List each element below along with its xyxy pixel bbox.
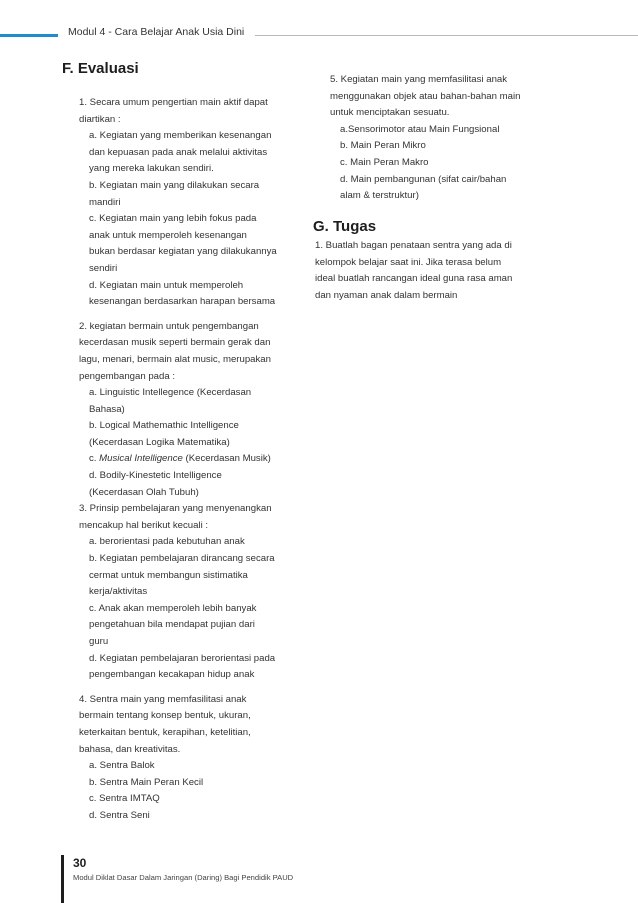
header-divider [255,35,638,36]
q1-option: bukan berdasar kegiatan yang dilakukannya [89,246,277,258]
header-accent-bar [0,34,58,37]
q2-text-line: kecerdasan musik seperti bermain gerak dan [79,337,271,349]
q1-text-line: 1. Secara umum pengertian main aktif dapat [79,97,268,108]
q3-option: d. Kegiatan pembelajaran berorientasi pada [89,652,276,664]
q1-option: c. Kegiatan main yang lebih fokus pada [89,213,257,225]
q3-text-line: mencakup hal berikut kecuali : [79,519,209,531]
q2-option: (Kecerdasan Olah Tubuh) [89,486,199,498]
q1-option: dan kepuasan pada anak melalui aktivitas [89,146,268,158]
q3-option: cermat untuk membangun sistimatika [89,569,248,581]
q1-option: sendiri [89,262,118,274]
q5-text-line: untuk menciptakan sesuatu. [330,107,450,119]
q3-option: pengembangan kecakapan hidup anak [89,669,255,681]
q3-text-line: 3. Prinsip pembelajaran yang menyenangkan [79,503,272,515]
task-1 [315,238,512,304]
task-text-line: 1. Buatlah bagan penataan sentra yang ada di [315,240,512,251]
q4-text-line: bermain tentang konsep bentuk, ukuran, [79,710,251,722]
q1-option: a. Kegiatan yang memberikan kesenangan [89,130,272,142]
q4-text-line: 4. Sentra main yang memfasilitasi anak [79,693,247,705]
q3-option: a. berorientasi pada kebutuhan anak [89,536,245,548]
q5-text-line: 5. Kegiatan main yang memfasilitasi anak [330,74,508,85]
q2-option-c-suffix: (Kecerdasan Musik) [182,453,271,465]
section-f-heading: F. Evaluasi [62,60,139,77]
q3-option: pengetahuan bila mendapat pujian dari [89,619,255,631]
question-1 [79,95,277,825]
footer-accent-bar [61,855,64,903]
q2-text-line: 2. kegiatan bermain untuk pengembangan [79,320,259,332]
q4-option: b. Sentra Main Peran Kecil [89,776,204,788]
q1-option: yang mereka lakukan sendiri. [89,163,214,175]
q2-text-line: pengembangan pada : [79,370,176,382]
q5-option: d. Main pembangunan (sifat cair/bahan [340,173,507,185]
q4-option: c. Sentra IMTAQ [89,793,160,805]
footer-text: Modul Diklat Dasar Dalam Jaringan (Daring) Bagi Pendidik PAUD [73,873,294,882]
q2-option-c-prefix: c. [89,453,100,465]
q2-text-line: lagu, menari, bermain alat music, merupakan [79,353,271,365]
q5-option: c. Main Peran Makro [340,156,429,168]
q3-option: guru [89,636,109,647]
q3-option: b. Kegiatan pembelajaran dirancang secara [89,553,275,565]
q1-option: d. Kegiatan main untuk memperoleh [89,279,244,291]
q1-option: kesenangan berdasarkan harapan bersama [89,296,276,308]
q4-option: d. Sentra Seni [89,809,150,821]
q3-option: c. Anak akan memperoleh lebih banyak [89,602,257,614]
page-number: 30 [73,856,87,870]
task-text-line: kelompok belajar saat ini. Jika terasa belum [315,256,502,268]
q1-option: mandiri [89,196,121,208]
task-text-line: dan nyaman anak dalam bermain [315,289,458,301]
q2-option: a. Linguistic Intellegence (Kecerdasan [89,387,252,399]
q5-option: a.Sensorimotor atau Main Fungsional [340,123,500,135]
section-g-heading: G. Tugas [313,218,377,235]
q4-text-line: bahasa, dan kreativitas. [79,743,181,755]
q5-option: alam & terstruktur) [340,190,419,202]
q3-option: kerja/aktivitas [89,586,148,598]
q1-option: anak untuk memperoleh kesenangan [89,229,247,241]
header-title: Modul 4 - Cara Belajar Anak Usia Dini [68,26,245,38]
question-5 [330,72,520,205]
q4-option: a. Sentra Balok [89,760,155,772]
q1-option: b. Kegiatan main yang dilakukan secara [89,179,260,191]
q5-option: b. Main Peran Mikro [340,140,426,152]
q2-option: (Kecerdasan Logika Matematika) [89,436,230,448]
q2-option: b. Logical Mathemathic Intelligence [89,420,239,432]
q2-option-c-italic: Musical Intelligence [99,453,183,465]
task-text-line: ideal buatlah rancangan ideal guna rasa aman [315,273,513,285]
q4-text-line: keterkaitan bentuk, kerapihan, ketelitian, [79,726,251,738]
q2-option: d. Bodily-Kinestetic Intelligence [89,470,222,482]
q2-option: Bahasa) [89,403,125,415]
q5-text-line: menggunakan objek atau bahan-bahan main [330,90,521,102]
q2-option-c [79,451,277,468]
q1-text-line: diartikan : [79,113,121,125]
